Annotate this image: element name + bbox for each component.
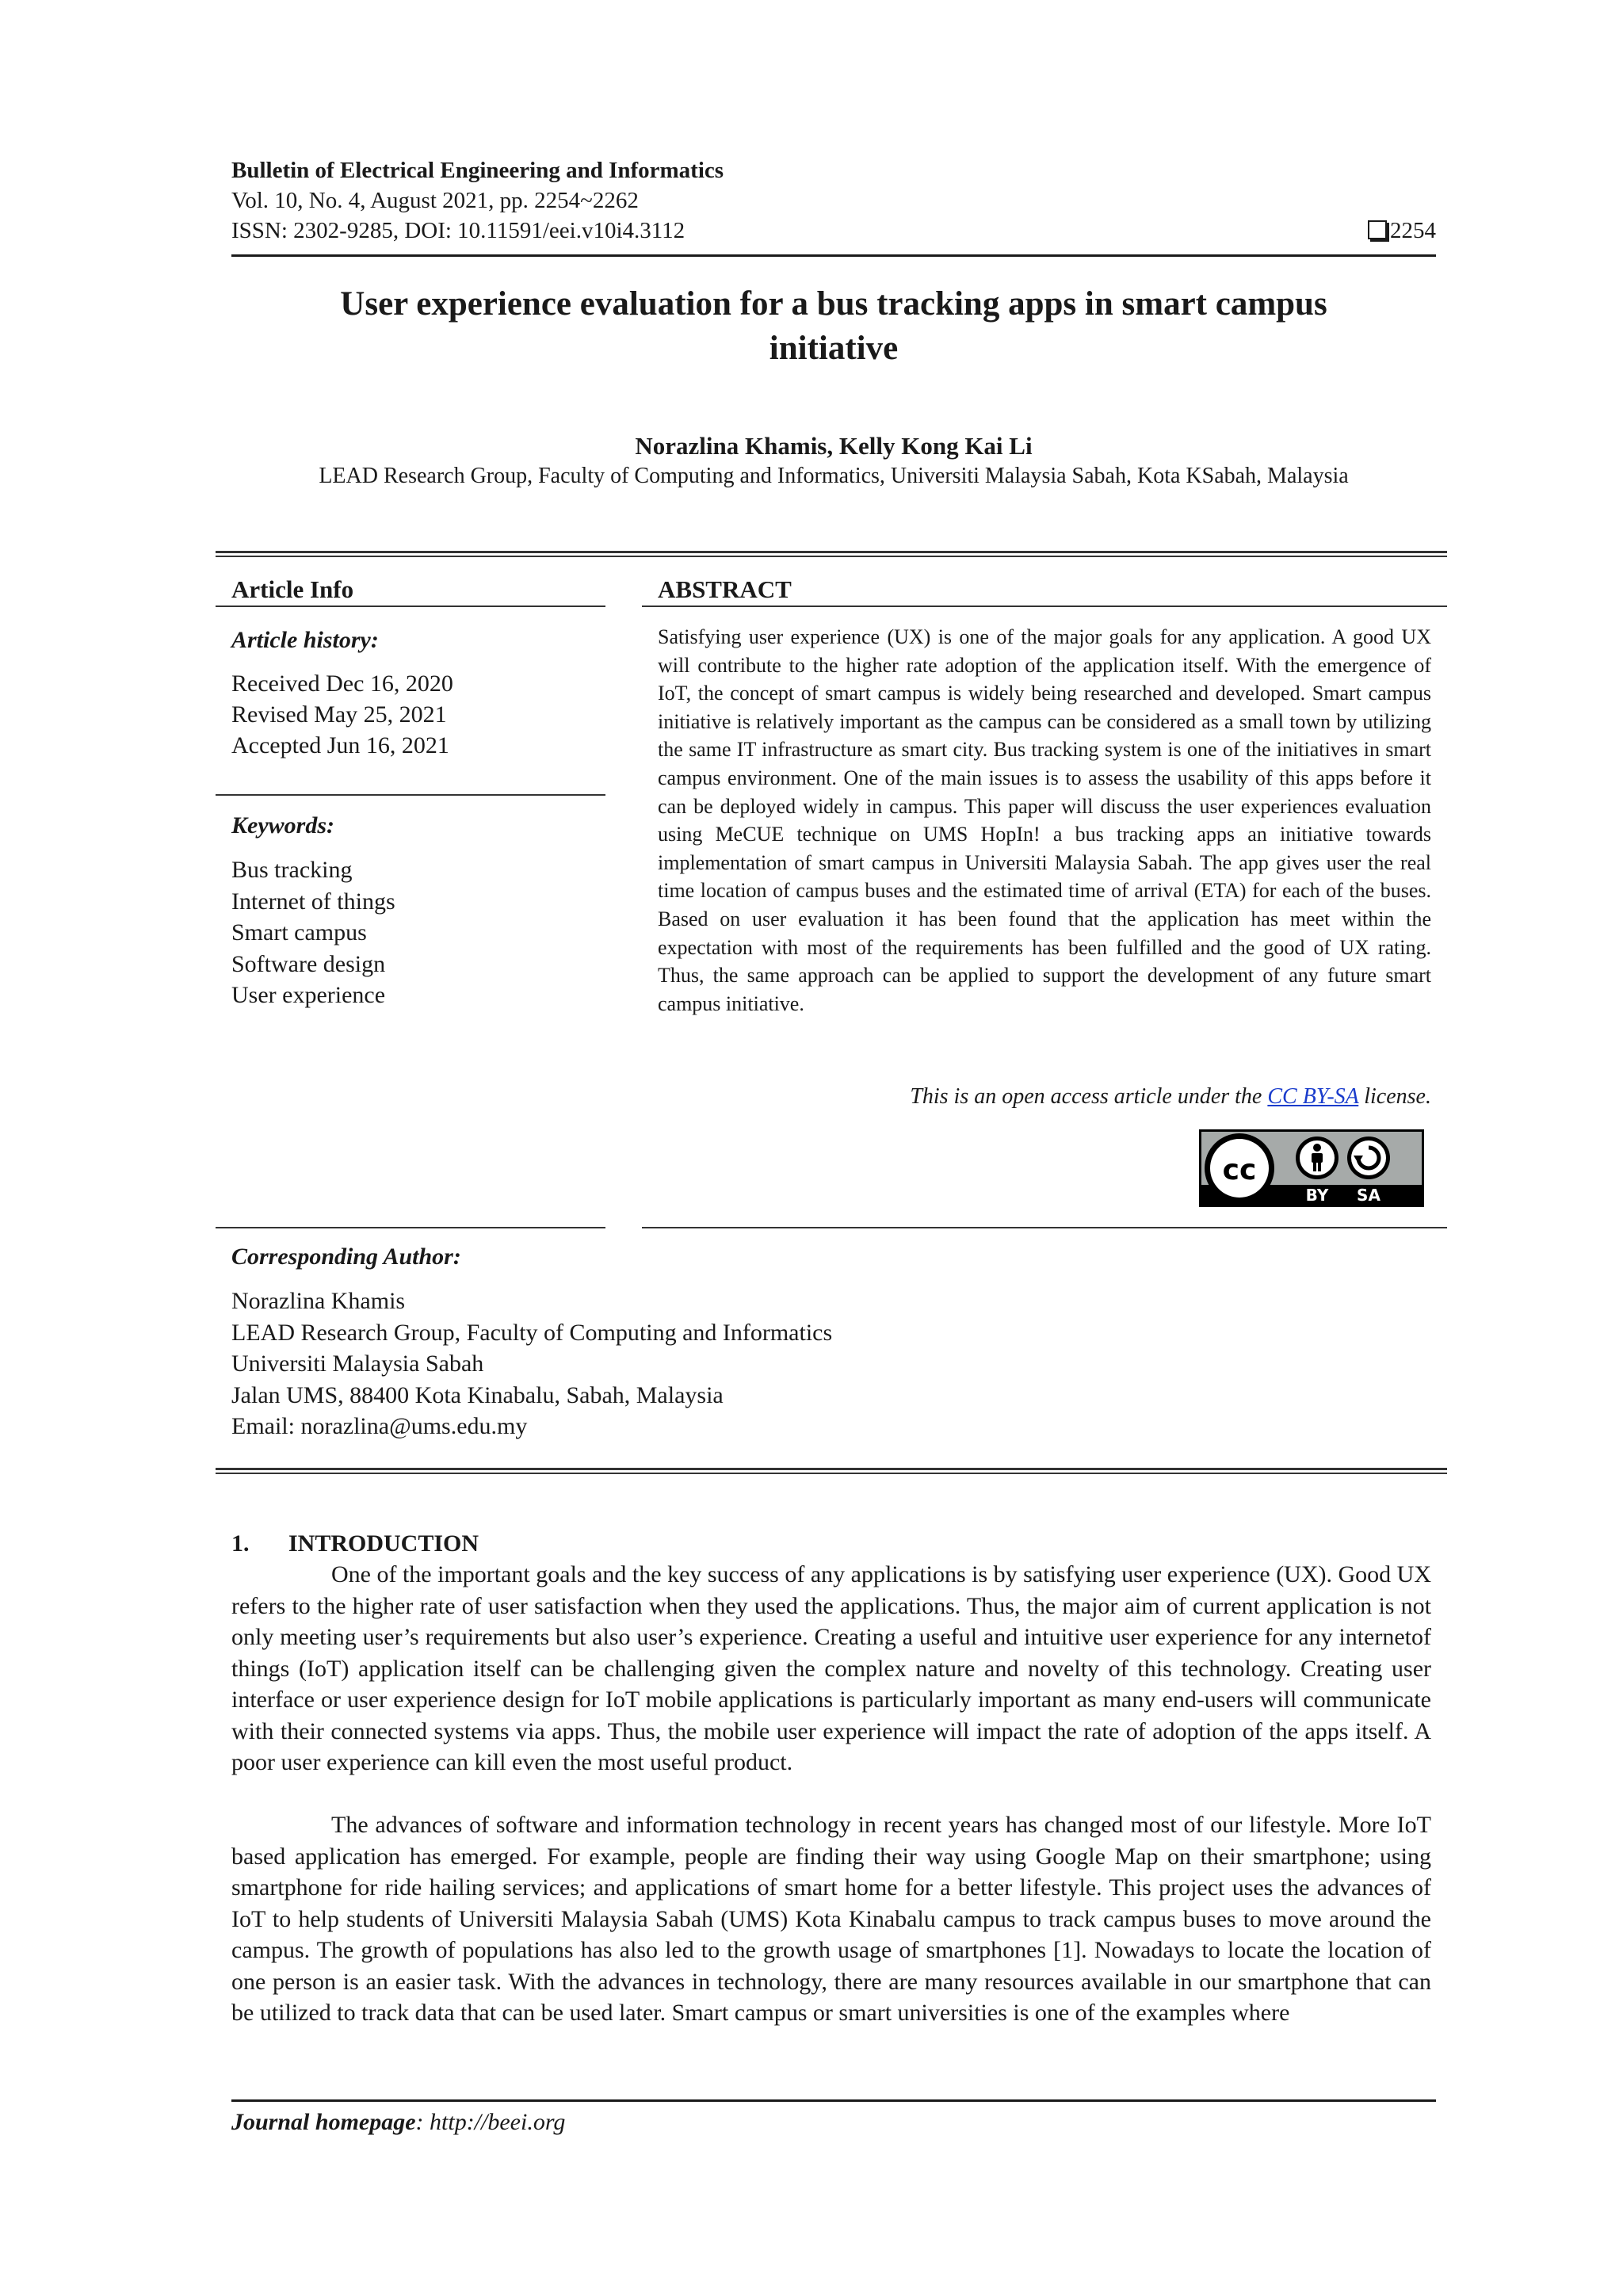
title-line-1: User experience evaluation for a bus tracking apps in smart campus — [340, 285, 1327, 323]
intro-paragraph-2 — [231, 1809, 1431, 2029]
journal-name: Bulletin of Electrical Engineering and Informatics — [231, 158, 724, 183]
article-info-rule — [216, 606, 605, 607]
corresponding-author-heading: Corresponding Author: — [231, 1244, 461, 1270]
abstract-bottom-rule — [642, 1227, 1447, 1228]
keywords-bottom-rule — [216, 1227, 605, 1228]
cc-icon — [1205, 1133, 1274, 1203]
footer-rule — [231, 2099, 1436, 2102]
history-accepted: Accepted Jun 16, 2021 — [231, 732, 449, 758]
journal-volume: Vol. 10, No. 4, August 2021, pp. 2254~2262 — [231, 188, 639, 213]
abstract-text: Satisfying user experience (UX) is one of the major goals for any application. A good UX will contribute to the higher rate adoption of the application itself. With the emergence of IoT, the concept of smart campus is widely being researched and developed. Smart campus initiative is relatively important as the campus can be considered as a small town by utilizing the same IT infrastructure as smart city. Bus tracking system is one of the initiatives in smart campus environment. One of the main issues is to assess the usability of this apps before it can be deployed widely in campus. This paper will discuss the user experiences evaluation using MeCUE technique on UMS HopIn! a bus tracking apps an initiative towards implementation of smart campus in Universiti Malaysia Sabah. The app gives user the real time location of campus buses and the estimated time of arrival (ETA) for each of the buses. Based on user evaluation it has been found that the application has meet within the expectation with most of the requirements has been fulfilled and the good of UX rating. Thus, the same approach can be applied to support the development of any future smart campus initiative. — [658, 625, 1431, 1015]
license-link[interactable]: CC BY-SA — [1267, 1084, 1359, 1109]
keyword-item: Internet of things — [231, 888, 395, 915]
page-number-text: 2254 — [1390, 218, 1436, 243]
svg-text:cc: cc — [1222, 1154, 1257, 1186]
authors: Norazlina Khamis, Kelly Kong Kai Li — [635, 432, 1033, 460]
cc-by-sa-badge[interactable] — [1198, 1129, 1425, 1208]
abstract-rule — [642, 606, 1447, 607]
header-rule — [231, 254, 1436, 257]
info-box-bottom-rule — [216, 1468, 1447, 1474]
article-info-heading: Article Info — [231, 575, 354, 603]
article-history-list — [231, 668, 453, 761]
info-box-top-rule — [216, 551, 1447, 557]
keywords-list — [231, 854, 395, 1011]
paper-title — [231, 282, 1436, 371]
homepage-url[interactable]: : http://beei.org — [415, 2109, 566, 2135]
keyword-item: Bus tracking — [231, 857, 353, 883]
article-history-heading: Article history: — [231, 627, 379, 653]
section-heading-introduction — [231, 1528, 479, 1560]
license-prefix: This is an open access article under the — [910, 1084, 1268, 1109]
journal-issn: ISSN: 2302-9285, DOI: 10.11591/eei.v10i4.3112 — [231, 218, 685, 243]
corresponding-author-details — [231, 1286, 832, 1442]
page-number — [1368, 216, 1436, 246]
corr-email: Email: norazlina@ums.edu.my — [231, 1413, 528, 1439]
attribution-person-icon — [1296, 1137, 1338, 1179]
paragraph-text: The advances of software and information technology in recent years has changed most of our lifestyle. More IoT based application has emerged. For example, people are finding their way using Google Map on their smartphone; using smartphone for ride hailing services; and applications of smart home for a better lifestyle. This project uses the advances of IoT to help students of Universiti Malaysia Sabah (UMS) Kota Kinabalu campus to track campus buses to move around the campus. The growth of populations has also led to the growth usage of smartphones [1]. Nowadays to locate the location of one person is an easier task. With the advances in technology, there are many resources available in our smartphone that can be utilized to track data that can be used later. Smart campus or smart universities is one of the examples where — [231, 1812, 1431, 2026]
badge-sa-label: SA — [1357, 1186, 1381, 1205]
badge-by-label: BY — [1305, 1186, 1329, 1205]
corr-line: Jalan UMS, 88400 Kota Kinabalu, Sabah, Malaysia — [231, 1381, 724, 1408]
keyword-item: Smart campus — [231, 919, 367, 946]
square-box-icon — [1368, 220, 1387, 239]
section-number: 1. — [231, 1530, 250, 1557]
keyword-item: Software design — [231, 950, 386, 977]
journal-homepage — [231, 2107, 565, 2138]
corr-line: Universiti Malaysia Sabah — [231, 1350, 484, 1377]
license-suffix: license. — [1358, 1084, 1431, 1109]
corr-line: Norazlina Khamis — [231, 1288, 406, 1314]
history-rule — [216, 794, 605, 796]
license-statement — [910, 1083, 1431, 1111]
intro-paragraph-1 — [231, 1559, 1431, 1778]
affiliation: LEAD Research Group, Faculty of Computing and Informatics, Universiti Malaysia Sabah, Kota KSabah, Malaysia — [319, 464, 1349, 488]
keywords-heading: Keywords: — [231, 812, 334, 839]
history-revised: Revised May 25, 2021 — [231, 701, 447, 728]
share-alike-icon — [1347, 1137, 1390, 1179]
abstract-heading: ABSTRACT — [658, 575, 792, 603]
homepage-label: Journal homepage — [231, 2109, 416, 2135]
keyword-item: User experience — [231, 982, 386, 1008]
corr-line: LEAD Research Group, Faculty of Computing and Informatics — [231, 1319, 833, 1346]
history-received: Received Dec 16, 2020 — [231, 670, 453, 697]
title-line-2: initiative — [769, 330, 899, 367]
paragraph-text: One of the important goals and the key success of any applications is by satisfying user experience (UX). Good UX refers to the higher rate of user satisfaction when they used the applications. Thus, the major aim of current application is not only meeting user’s requirements but also user’s experience. Creating a useful and intuitive user experience for any internetof things (IoT) application itself can be challenging given the complex nature and novelty of this technology. Creating user interface or user experience design for IoT mobile applications is particularly important as many end-users will communicate with their connected systems via apps. Thus, the mobile user experience will impact the rate of adoption of the apps itself. A poor user experience can kill even the most useful product. — [231, 1561, 1431, 1775]
section-title: INTRODUCTION — [288, 1530, 479, 1557]
